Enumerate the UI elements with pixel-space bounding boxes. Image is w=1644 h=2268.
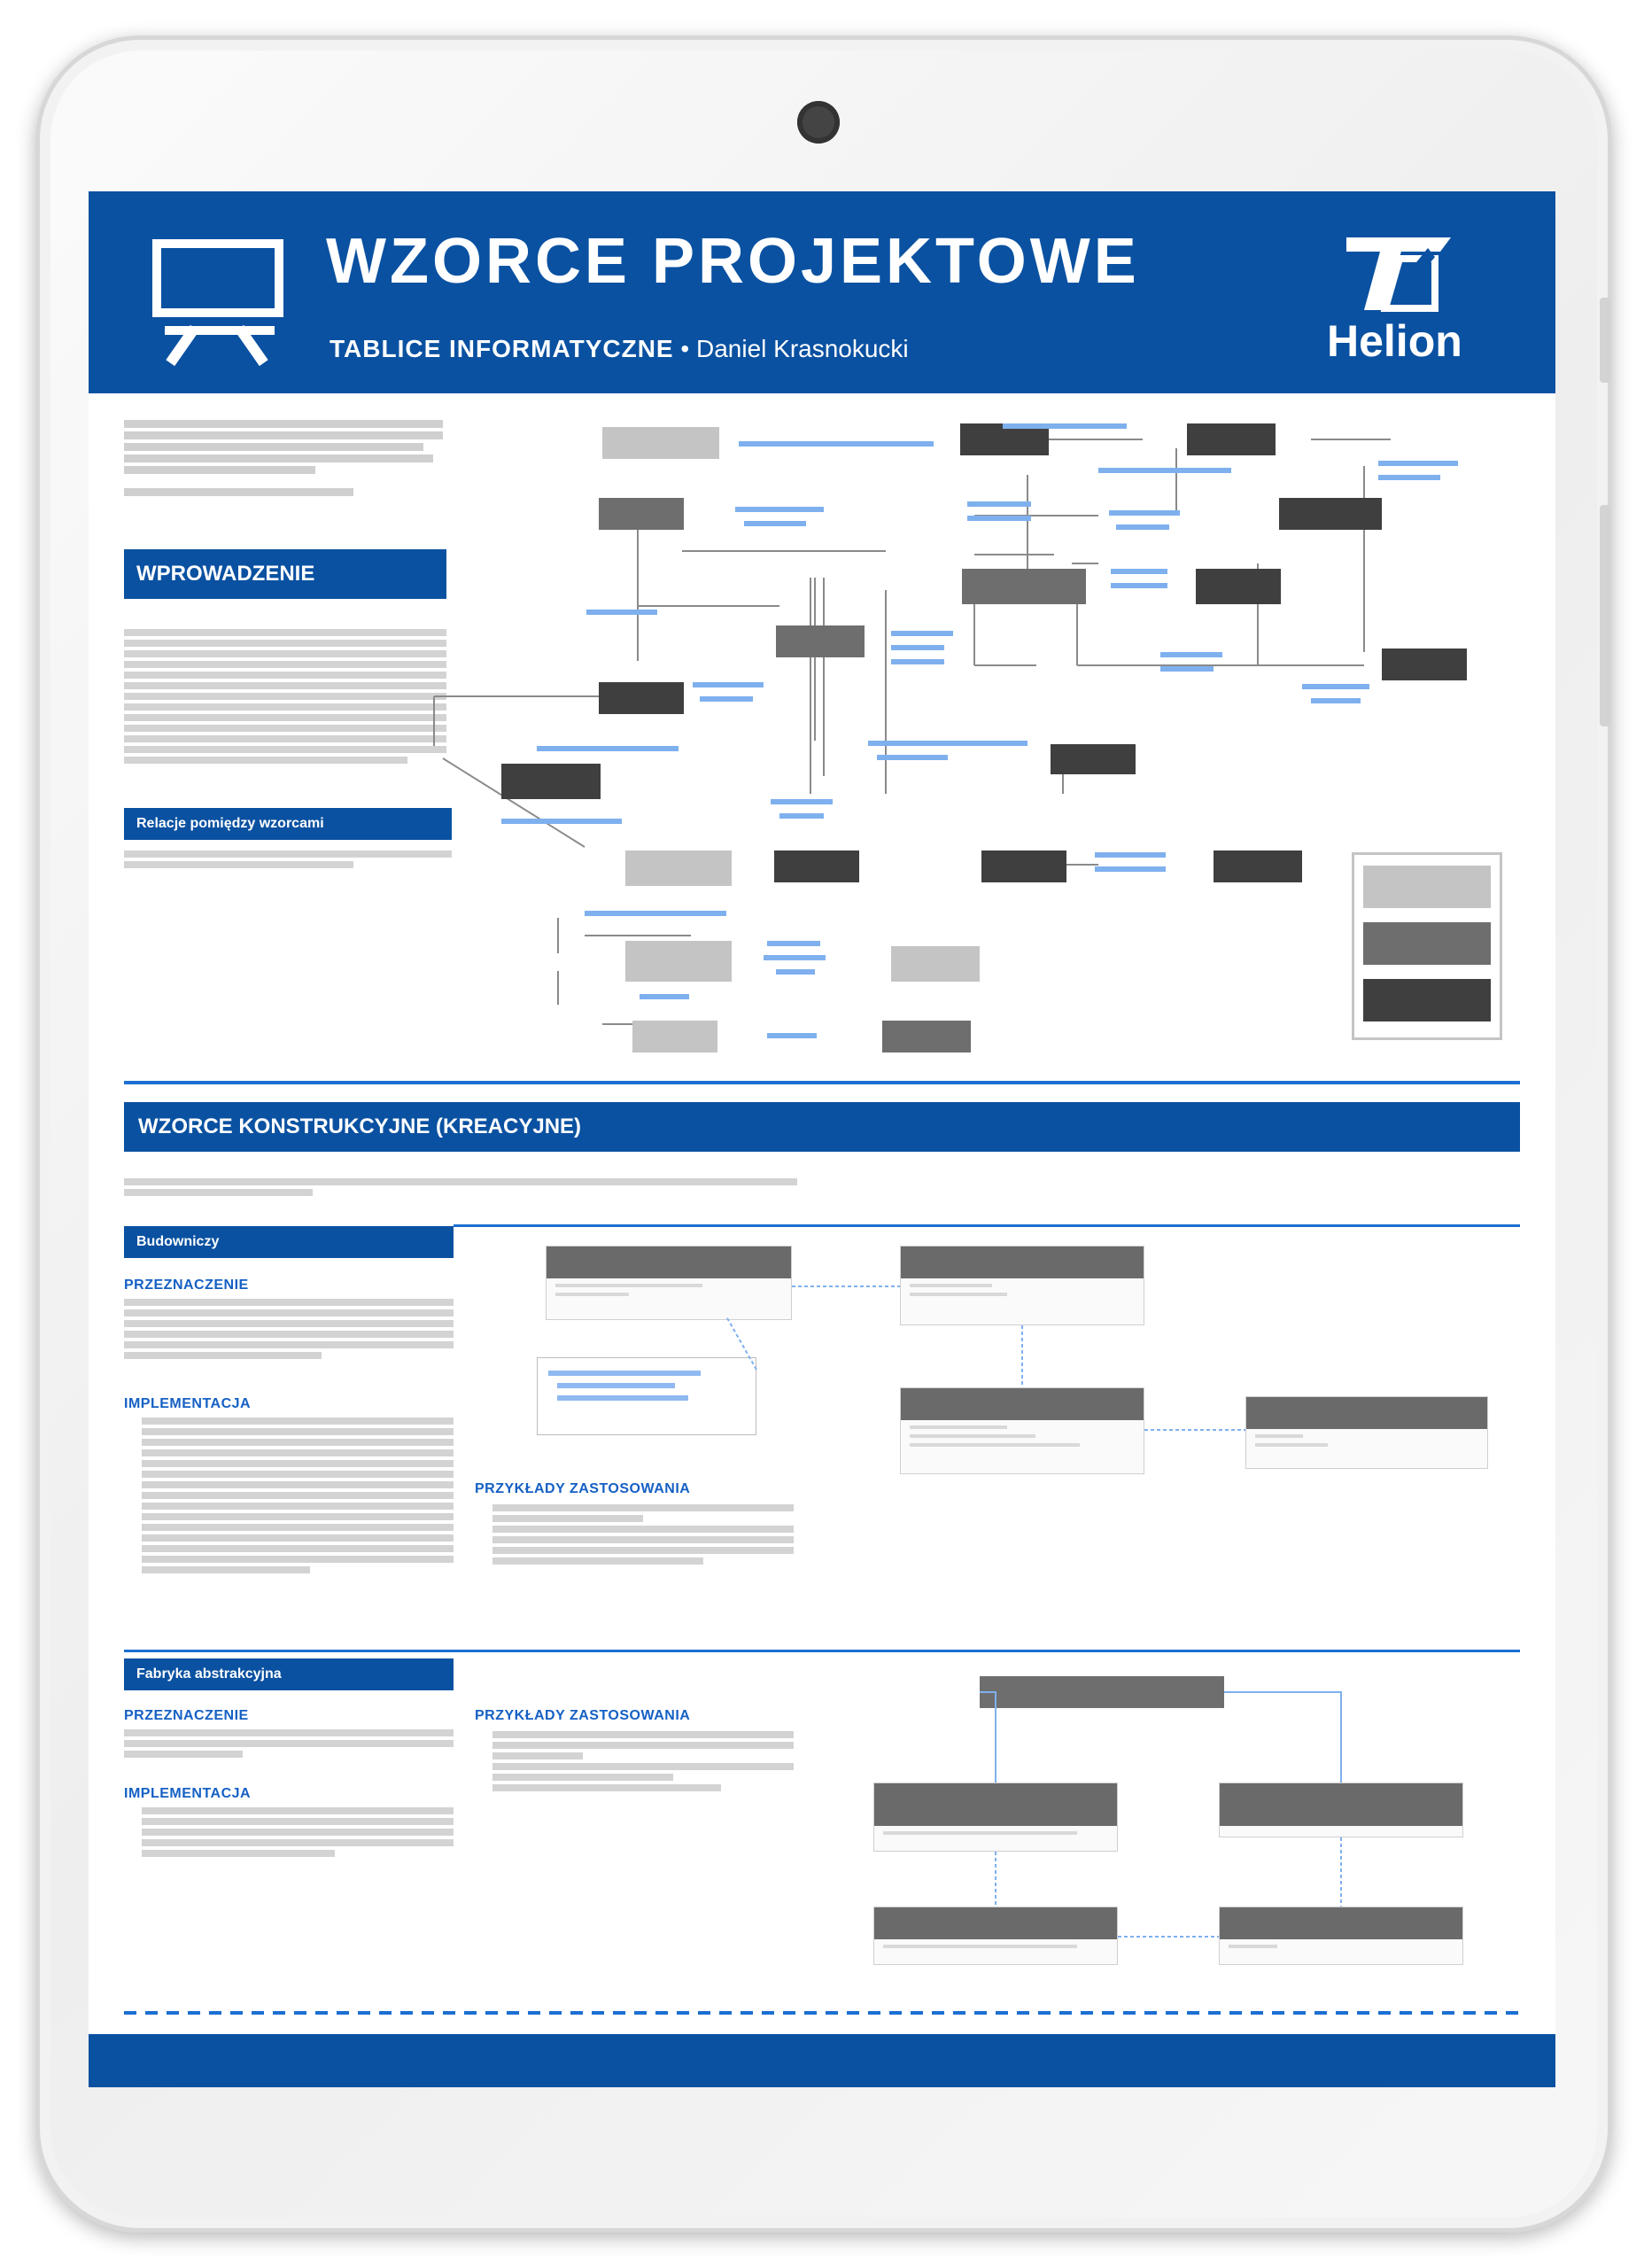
section-creational: WZORCE KONSTRUKCYJNE (KREACYJNE)	[124, 1102, 1520, 1152]
subtitle-separator: •	[680, 335, 690, 362]
publisher-logo-text: Helion	[1327, 316, 1462, 366]
builder-examples-heading: PRZYKŁADY ZASTOSOWANIA	[475, 1481, 691, 1496]
factory-uml-connectors	[89, 191, 1555, 2087]
poster-title: WZORCE PROJEKTOWE	[326, 226, 1140, 297]
poster-footer	[89, 2034, 1555, 2087]
side-button	[1600, 505, 1610, 726]
factory-examples-heading: PRZYKŁADY ZASTOSOWANIA	[475, 1708, 691, 1723]
section-builder: Budowniczy	[124, 1226, 454, 1258]
author-name: Daniel Krasnokucki	[695, 335, 909, 362]
volume-button	[1600, 298, 1610, 383]
section-abstract-factory: Fabryka abstrakcyjna	[124, 1658, 454, 1690]
builder-implementation-heading: IMPLEMENTACJA	[124, 1396, 252, 1411]
poster	[89, 191, 1555, 2087]
camera-icon	[797, 101, 840, 144]
section-relations: Relacje pomiędzy wzorcami	[124, 808, 452, 840]
section-intro: WPROWADZENIE	[124, 549, 446, 599]
factory-implementation-heading: IMPLEMENTACJA	[124, 1786, 252, 1801]
factory-purpose-heading: PRZEZNACZENIE	[124, 1708, 249, 1723]
builder-purpose-heading: PRZEZNACZENIE	[124, 1278, 249, 1293]
dashed-divider	[124, 2011, 1524, 2015]
series-name: TABLICE INFORMATYCZNE	[330, 335, 674, 362]
